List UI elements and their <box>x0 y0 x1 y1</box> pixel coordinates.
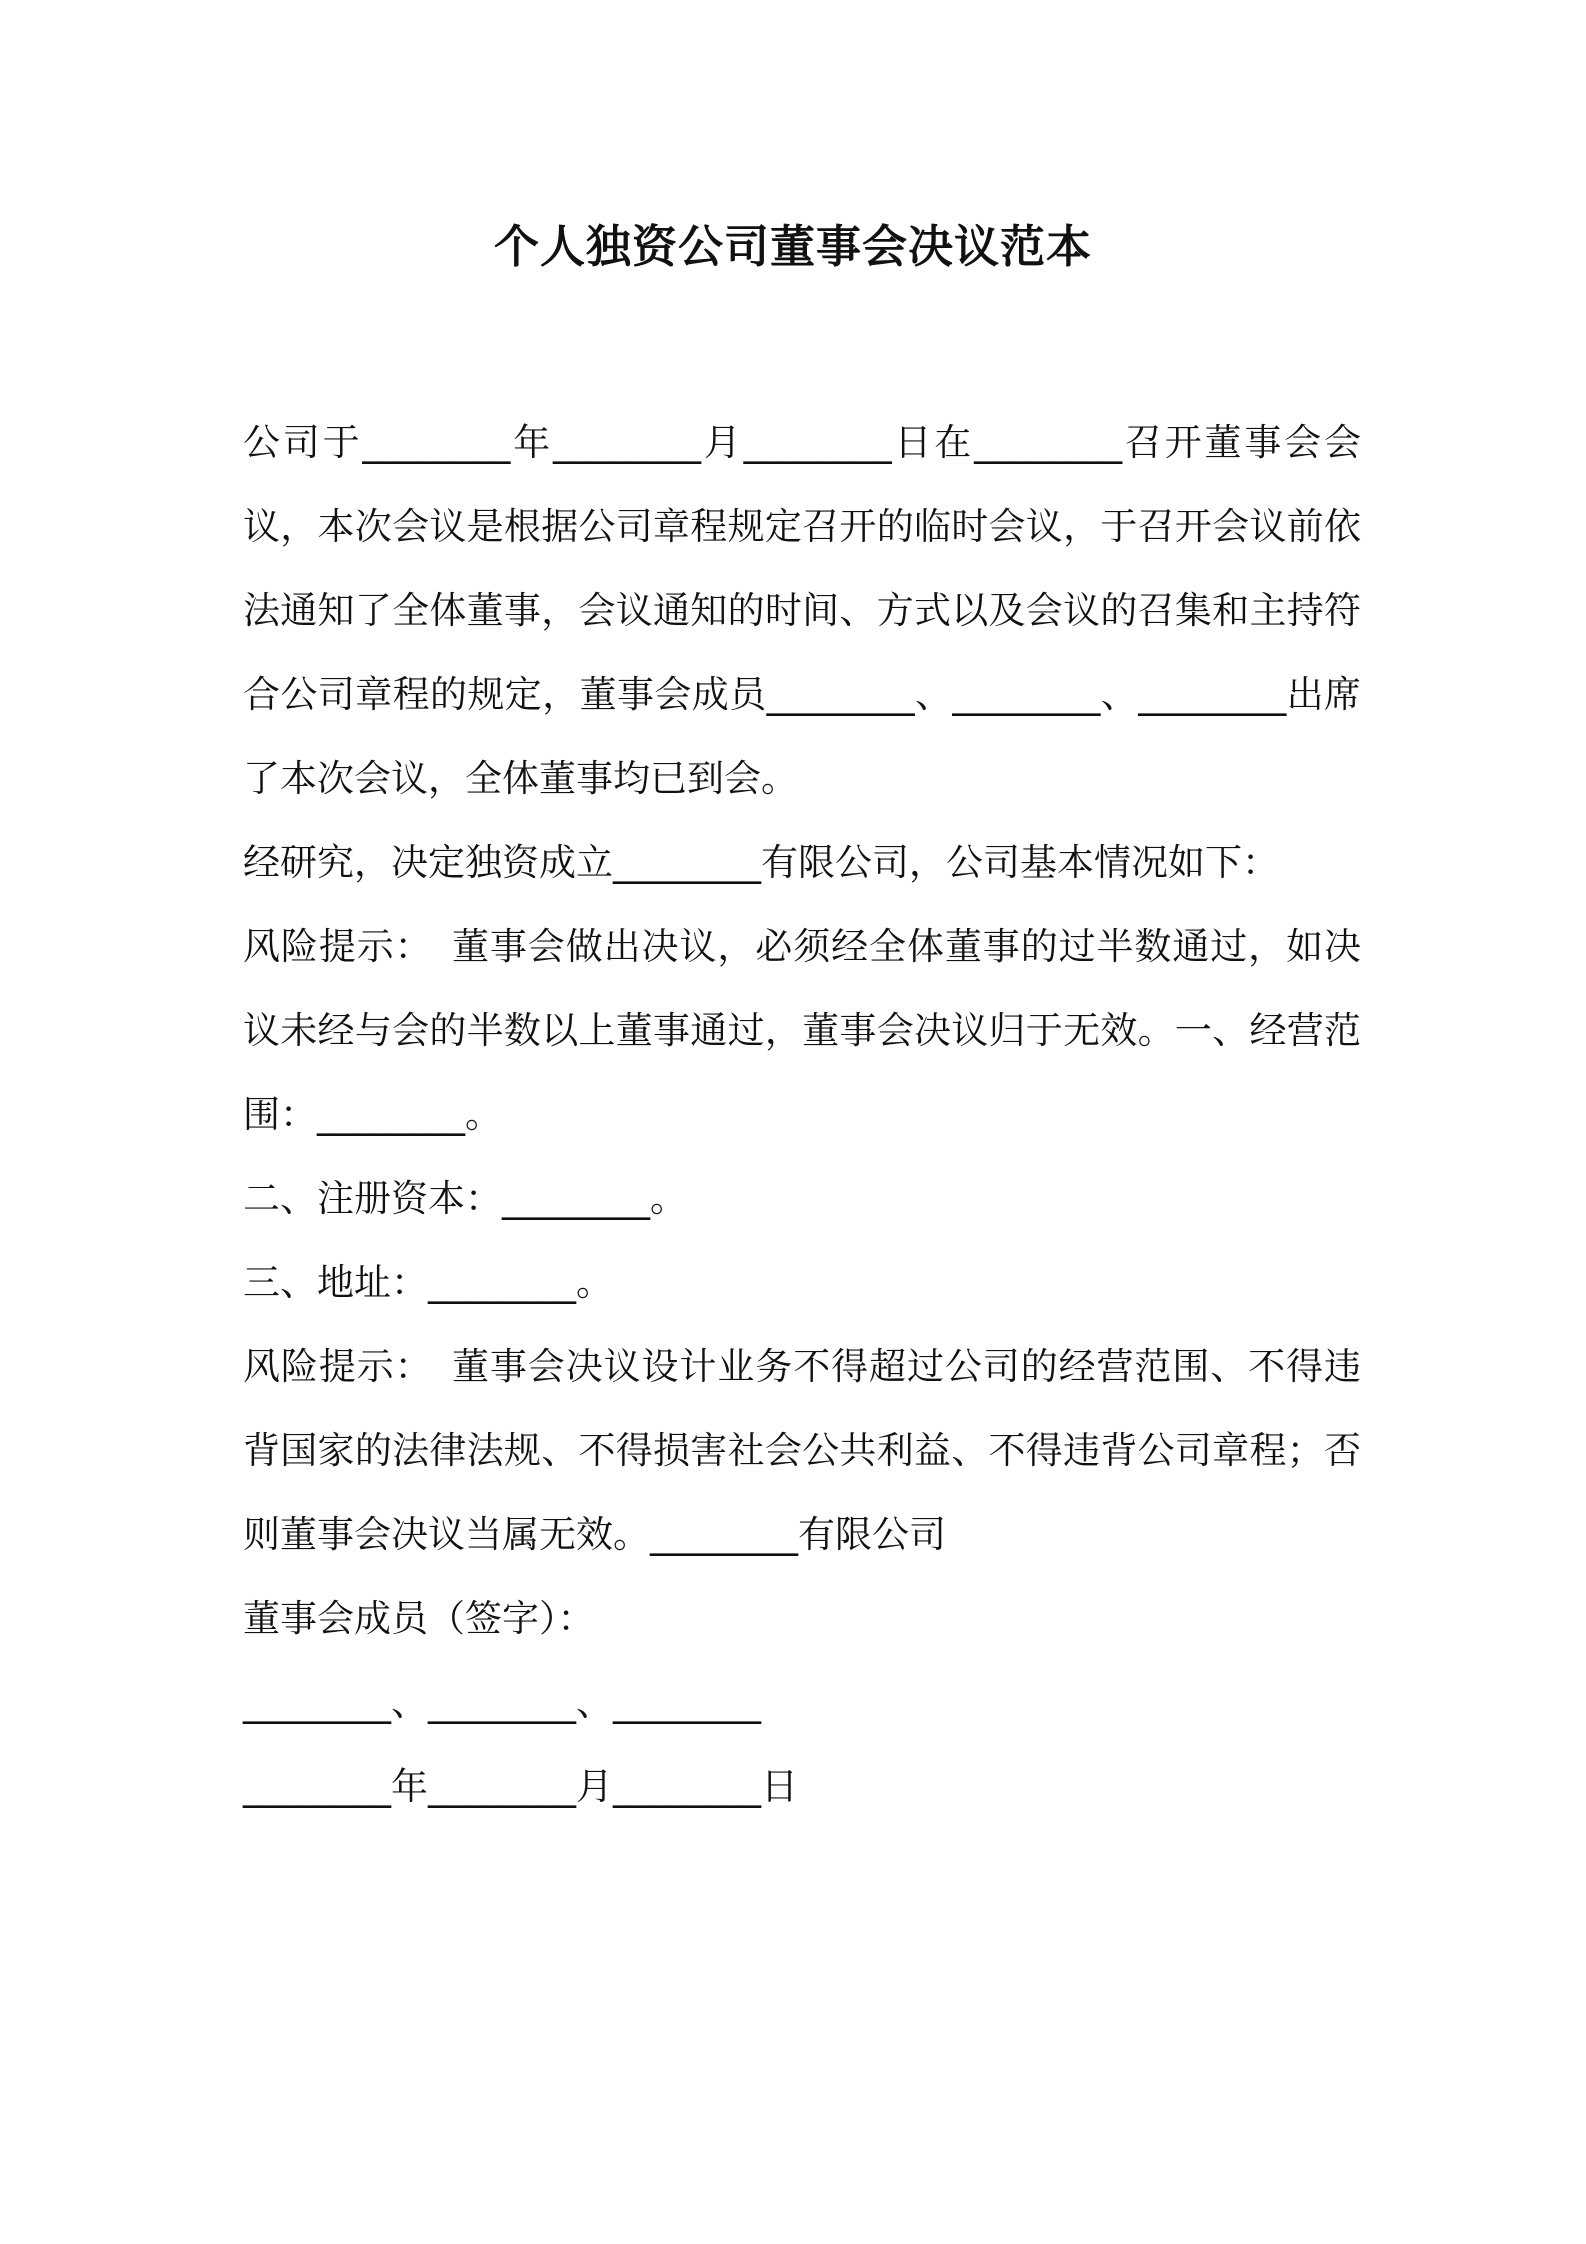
signature-label: 董事会成员（签字）： <box>243 1597 595 1640</box>
risk-notice-scope-paragraph: 风险提示： 董事会决议设计业务不得超过公司的经营范围、不得违背国家的法律法规、不得损害社会公共利益、不得违背公司章程；否则董事会决议当属无效。________有限公司 <box>243 1345 1361 1556</box>
document-title: 个人独资公司董事会决议范本 <box>493 220 1092 273</box>
risk-notice-voting-paragraph: 风险提示： 董事会做出决议，必须经全体董事的过半数通过，如决议未经与会的半数以上董事通过，董事会决议归于无效。一、经营范围：________。 <box>243 925 1361 1136</box>
signature-blanks: ________、________、________ <box>243 1681 761 1724</box>
registered-capital-line: 二、注册资本：________。 <box>243 1177 687 1220</box>
meeting-notice-paragraph: 公司于________年________月________日在________召开董事会会议，本次会议是根据公司章程规定召开的临时会议，于召开会议前依法通知了全体董事，会议通知的时间、方式以及会议的召集和主持符合公司章程的规定，董事会成员________、________、________出席了本次会议，全体董事均已到会。 <box>243 421 1361 800</box>
document-body <box>243 401 1361 1829</box>
resolution-paragraph: 经研究，决定独资成立________有限公司，公司基本情况如下： <box>243 841 1279 884</box>
date-line: ________年________月________日 <box>243 1765 798 1808</box>
address-line: 三、地址：________。 <box>243 1261 613 1304</box>
